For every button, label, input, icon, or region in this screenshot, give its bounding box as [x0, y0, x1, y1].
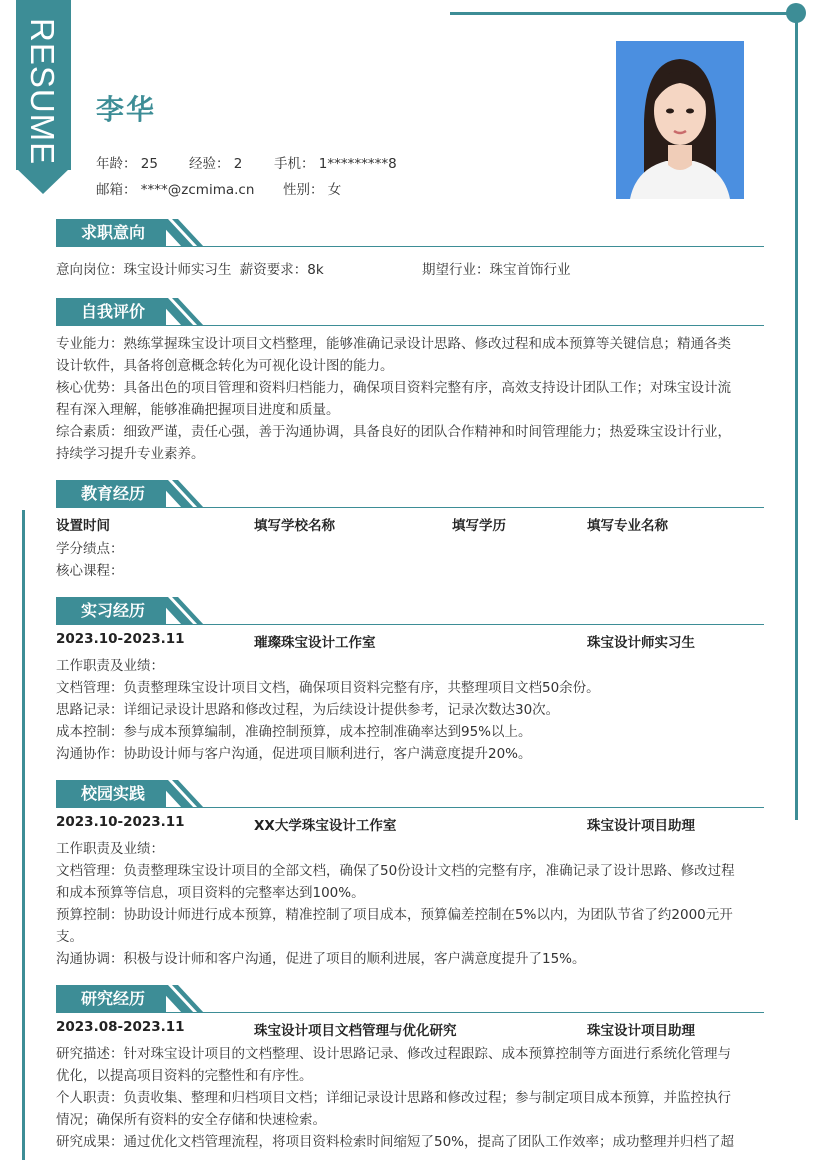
- text-line: 沟通协作：协助设计师与客户沟通，促进项目顺利进行，客户满意度提升20%。: [56, 746, 532, 762]
- ribbon-tip: [16, 168, 70, 194]
- text-line: 思路记录：详细记录设计思路和修改过程，为后续设计提供参考，记录次数达30次。: [56, 702, 560, 718]
- research-role: 珠宝设计项目助理: [587, 1023, 695, 1039]
- gender: 性别： 女: [283, 182, 342, 198]
- text-line: 学分绩点：: [56, 541, 124, 557]
- ribbon-text: RESUME: [24, 18, 61, 166]
- text-line: 研究描述：针对珠宝设计项目的文档整理、设计思路记录、修改过程跟踪、成本预算控制等方面进行系统化管理与: [56, 1046, 731, 1062]
- stripes-icon: [156, 597, 206, 625]
- intent-industry: 期望行业：珠宝首饰行业: [422, 262, 571, 278]
- campus-role: 珠宝设计项目助理: [587, 818, 695, 834]
- text-line: 工作职责及业绩：: [56, 658, 164, 674]
- research-org: 珠宝设计项目文档管理与优化研究: [254, 1023, 457, 1039]
- research-time: 2023.08-2023.11: [56, 1019, 185, 1035]
- text-line: 优化，以提高项目资料的完整性和有序性。: [56, 1068, 313, 1084]
- intern-role: 珠宝设计师实习生: [587, 635, 695, 651]
- section-title: 研究经历: [56, 985, 166, 1013]
- intern-row: [56, 631, 766, 653]
- stripes-icon: [156, 985, 206, 1013]
- text-line: 个人职责：负责收集、整理和归档项目文档；详细记录设计思路和修改过程；参与制定项目成本预算，并监控执行: [56, 1090, 731, 1106]
- self-text: [56, 333, 766, 465]
- edu-time: 设置时间: [56, 518, 110, 534]
- intern-org: 璀璨珠宝设计工作室: [254, 635, 376, 651]
- edu-row: [56, 514, 766, 536]
- top-divider: [450, 12, 796, 15]
- experience: 经验： 2: [189, 156, 243, 172]
- section-campus: [56, 780, 764, 810]
- text-line: 研究成果：通过优化文档管理流程，将项目资料检索时间缩短了50%，提高了团队工作效率；成功整理并归档了超: [56, 1134, 735, 1150]
- text-line: 情况；确保所有资料的安全存储和快速检索。: [56, 1112, 326, 1128]
- section-title: 实习经历: [56, 597, 166, 625]
- stripes-icon: [156, 480, 206, 508]
- section-title: 校园实践: [56, 780, 166, 808]
- candidate-name: 李华: [96, 93, 157, 126]
- right-divider: [795, 14, 798, 820]
- stripes-icon: [156, 298, 206, 326]
- intent-row: [56, 259, 766, 281]
- text-line: 成本控制：参与成本预算编制，准确控制预算，成本控制准确率达到95%以上。: [56, 724, 532, 740]
- profile-photo: [616, 41, 744, 199]
- text-line: 文档管理：负责整理珠宝设计项目的全部文档，确保了50份设计文档的完整有序，准确记录了设计思路、修改过程: [56, 863, 735, 879]
- campus-time: 2023.10-2023.11: [56, 814, 185, 830]
- stripes-icon: [156, 219, 206, 247]
- text-line: 持续学习提升专业素养。: [56, 446, 205, 462]
- text-line: 预算控制：协助设计师进行成本预算，精准控制了项目成本，预算偏差控制在5%以内，为团队节省了约2000元开: [56, 907, 733, 923]
- section-intern: [56, 597, 764, 627]
- edu-degree: 填写学历: [452, 518, 506, 534]
- intent-position: 意向岗位：珠宝设计师实习生: [56, 262, 232, 278]
- text-line: 沟通协调：积极与设计师和客户沟通，促进了项目的顺利进展，客户满意度提升了15%。: [56, 951, 586, 967]
- text-line: 工作职责及业绩：: [56, 841, 164, 857]
- text-line: 设计软件，具备将创意概念转化为可视化设计图的能力。: [56, 358, 394, 374]
- text-line: 和成本预算等信息，项目资料的完整率达到100%。: [56, 885, 365, 901]
- section-self: [56, 298, 764, 328]
- research-text: [56, 1043, 766, 1160]
- campus-text: [56, 838, 766, 970]
- section-intent: [56, 219, 764, 249]
- left-divider: [22, 510, 25, 1160]
- text-line: 支。: [56, 929, 83, 945]
- section-research: [56, 985, 764, 1015]
- research-row: [56, 1019, 766, 1041]
- section-edu: [56, 480, 764, 510]
- stripes-icon: [156, 780, 206, 808]
- text-line: 文档管理：负责整理珠宝设计项目文档，确保项目资料完整有序，共整理项目文档50余份。: [56, 680, 600, 696]
- email: 邮箱： ****@zcmima.cn: [96, 182, 255, 198]
- phone: 手机： 1*********8: [274, 156, 397, 172]
- section-title: 求职意向: [56, 219, 166, 247]
- text-line: 综合素质：细致严谨，责任心强，善于沟通协调，具备良好的团队合作精神和时间管理能力；热爱珠宝设计行业，: [56, 424, 731, 440]
- text-line: 核心优势：具备出色的项目管理和资料归档能力，确保项目资料完整有序，高效支持设计团队工作；对珠宝设计流: [56, 380, 731, 396]
- edu-major: 填写专业名称: [587, 518, 668, 534]
- campus-row: [56, 814, 766, 836]
- text-line: 程有深入理解，能够准确把握项目进度和质量。: [56, 402, 340, 418]
- edu-school: 填写学校名称: [254, 518, 335, 534]
- age: 年龄： 25: [96, 156, 158, 172]
- section-title: 教育经历: [56, 480, 166, 508]
- intern-time: 2023.10-2023.11: [56, 631, 185, 647]
- intern-text: [56, 655, 766, 765]
- text-line: 核心课程：: [56, 563, 124, 579]
- section-title: 自我评价: [56, 298, 166, 326]
- campus-org: XX大学珠宝设计工作室: [254, 818, 397, 834]
- text-line: 专业能力：熟练掌握珠宝设计项目文档整理，能够准确记录设计思路、修改过程和成本预算等关键信息；精通各类: [56, 336, 731, 352]
- intent-salary: 薪资要求：8k: [239, 262, 324, 278]
- edu-text: [56, 538, 766, 582]
